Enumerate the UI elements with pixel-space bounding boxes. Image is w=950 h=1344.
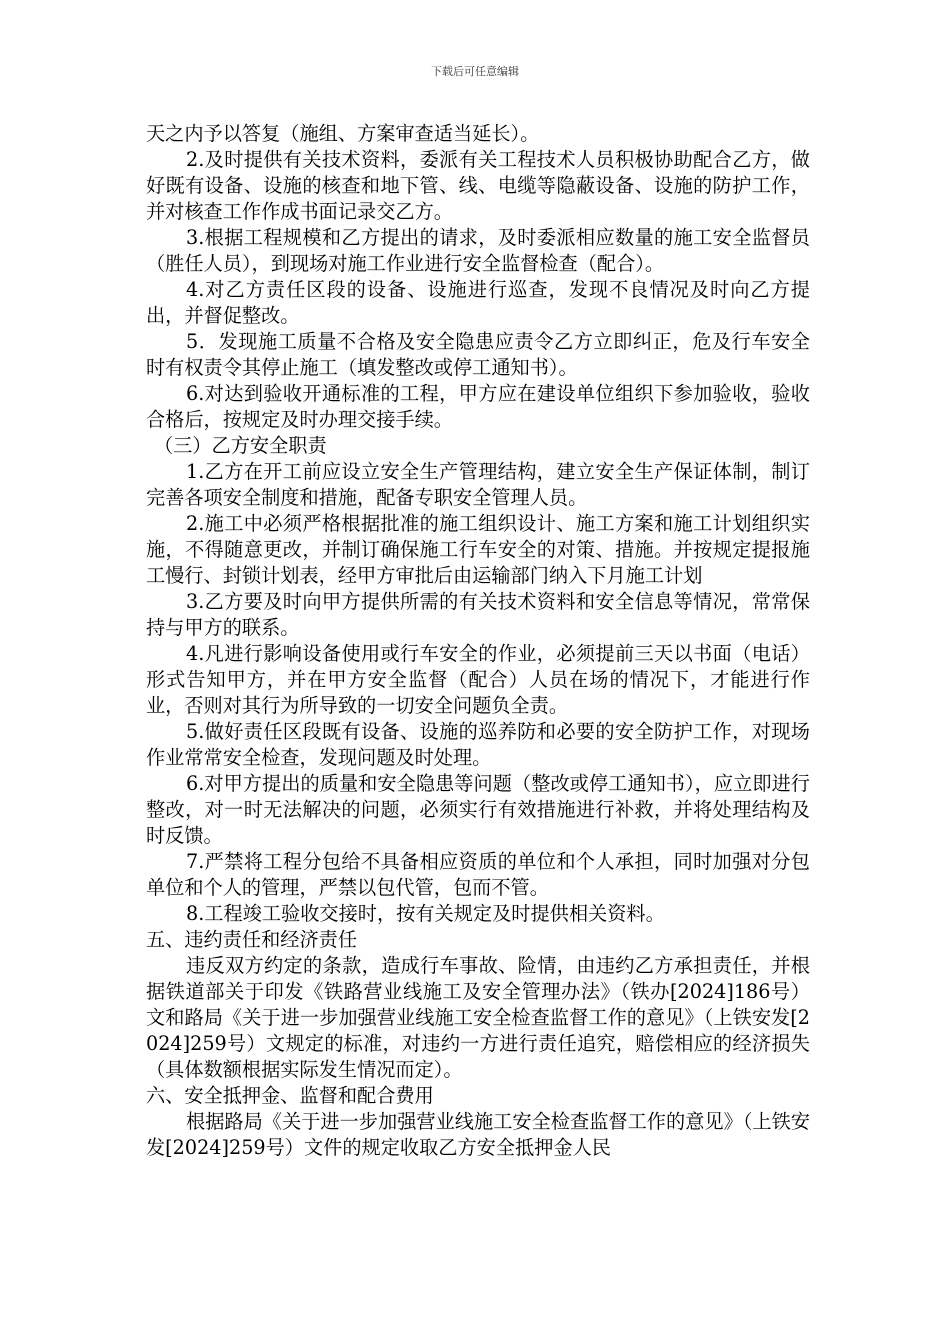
paragraph-b-item-5: 5.做好责任区段既有设备、设施的巡养防和必要的安全防护工作，对现场作业常常安全检查，发现问题及时处理。 (146, 720, 810, 769)
paragraph-item-5: 5．发现施工质量不合格及安全隐患应责令乙方立即纠正，危及行车安全时有权责令其停止施工（填发整改或停工通知书）。 (146, 330, 810, 379)
paragraph-b-item-6: 6.对甲方提出的质量和安全隐患等问题（整改或停工通知书），应立即进行整改，对一时无法解决的问题，必须实行有效措施进行补救，并将处理结构及时反馈。 (146, 772, 810, 847)
paragraph-b-item-2: 2.施工中必须严格根据批准的施工组织设计、施工方案和施工计划组织实施，不得随意更改，并制订确保施工行车安全的对策、措施。并按规定提报施工慢行、封锁计划表，经甲方审批后由运输部门纳入下月施工计划 (146, 512, 810, 587)
page-header: 下载后可任意编辑 (431, 65, 519, 78)
paragraph-item-3: 3.根据工程规模和乙方提出的请求，及时委派相应数量的施工安全监督员（胜任人员），到现场对施工作业进行安全监督检查（配合）。 (146, 226, 810, 275)
paragraph-b-item-7: 7.严禁将工程分包给不具备相应资质的单位和个人承担，同时加强对分包单位和个人的管理，严禁以包代管，包而不管。 (146, 850, 810, 899)
paragraph-item-2: 2.及时提供有关技术资料，委派有关工程技术人员积极协助配合乙方，做好既有设备、设施的核查和地下管、线、电缆等隐蔽设备、设施的防护工作，并对核查工作作成书面记录交乙方。 (146, 148, 810, 223)
paragraph-liability: 违反双方约定的条款，造成行车事故、险情，由违约乙方承担责任，并根据铁道部关于印发《铁路营业线施工及安全管理办法》（铁办[2024]186号）文和路局《关于进一步加强营业线施工安全检查监督工作的意见》（上铁安发[2024]259号）文规定的标准，对违约一方进行责任追究，赔偿相应的经济损失（具体数额根据实际发生情况而定）。 (146, 954, 810, 1081)
paragraph-continuation: 天之内予以答复（施组、方案审查适当延长）。 (146, 122, 540, 145)
document-body (146, 121, 810, 1161)
section-heading-liability: 五、违约责任和经济责任 (146, 928, 358, 951)
paragraph-item-4: 4.对乙方责任区段的设备、设施进行巡查，发现不良情况及时向乙方提出，并督促整改。 (146, 278, 810, 327)
paragraph-item-6: 6.对达到验收开通标准的工程，甲方应在建设单位组织下参加验收，验收合格后，按规定及时办理交接手续。 (146, 382, 810, 431)
paragraph-b-item-4: 4.凡进行影响设备使用或行车安全的作业，必须提前三天以书面（电话）形式告知甲方，并在甲方安全监督（配合）人员在场的情况下，才能进行作业，否则对其行为所导致的一切安全问题负全责。 (146, 642, 810, 717)
section-heading-deposit: 六、安全抵押金、监督和配合费用 (146, 1084, 434, 1107)
section-heading-party-b-duties: （三）乙方安全职责 (154, 434, 327, 457)
paragraph-deposit: 根据路局《关于进一步加强营业线施工安全检查监督工作的意见》（上铁安发[2024]259号）文件的规定收取乙方安全抵押金人民 (146, 1110, 810, 1159)
paragraph-b-item-8: 8.工程竣工验收交接时，按有关规定及时提供相关资料。 (186, 902, 665, 925)
paragraph-b-item-3: 3.乙方要及时向甲方提供所需的有关技术资料和安全信息等情况，常常保持与甲方的联系。 (146, 590, 810, 639)
paragraph-b-item-1: 1.乙方在开工前应设立安全生产管理结构，建立安全生产保证体制，制订完善各项安全制度和措施，配备专职安全管理人员。 (146, 460, 810, 509)
